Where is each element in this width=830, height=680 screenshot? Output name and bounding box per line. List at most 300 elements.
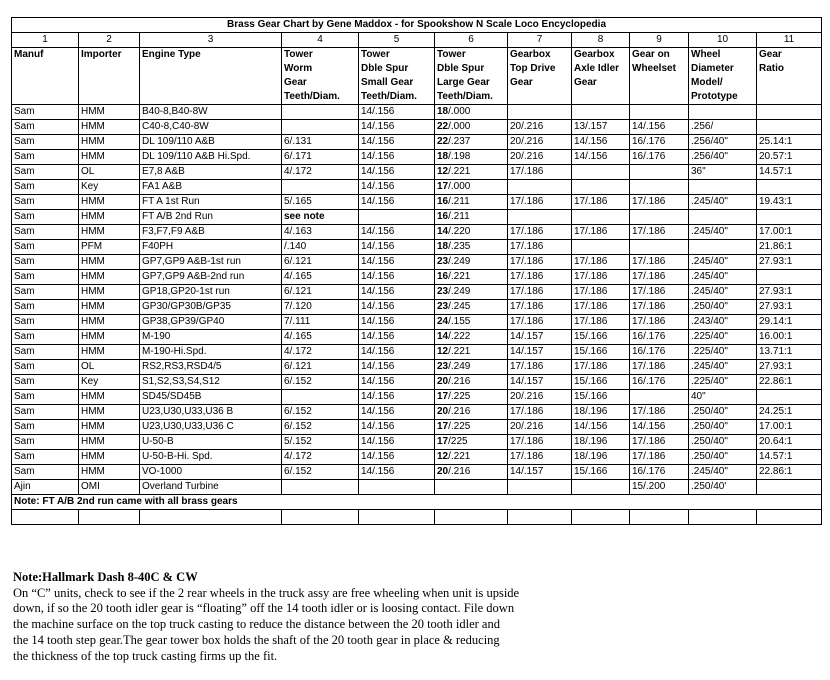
table-cell: Sam: [12, 255, 79, 270]
table-cell: .245/40": [689, 255, 757, 270]
table-cell: 14/.156: [359, 150, 435, 165]
table-cell: 17/.186: [572, 255, 630, 270]
table-cell: 19.43:1: [757, 195, 822, 210]
table-cell: 17/.186: [630, 255, 689, 270]
table-row: [12, 120, 822, 135]
header-cell: Wheel: [689, 48, 757, 63]
header-cell: Tower: [359, 48, 435, 63]
table-cell: .225/40": [689, 330, 757, 345]
diameter: /.249: [448, 286, 471, 297]
diameter: /.221: [448, 451, 471, 462]
table-cell: 40": [689, 390, 757, 405]
empty-cell: [630, 510, 689, 525]
diameter: /.216: [448, 376, 471, 387]
column-number: 3: [140, 33, 282, 48]
table-cell: Sam: [12, 135, 79, 150]
diameter: /.155: [448, 316, 471, 327]
table-cell: [435, 450, 508, 465]
table-cell: 5/.165: [282, 195, 359, 210]
table-cell: 17/.186: [630, 225, 689, 240]
table-cell: 17/.186: [630, 285, 689, 300]
table-cell: 17/.186: [508, 165, 572, 180]
table-cell: [630, 390, 689, 405]
tooth-count: 17: [437, 421, 449, 432]
header-cell: [140, 62, 282, 76]
table-cell: Sam: [12, 285, 79, 300]
table-cell: M-190-Hi.Spd.: [140, 345, 282, 360]
diameter: /.221: [448, 271, 471, 282]
table-cell: HMM: [79, 390, 140, 405]
table-cell: Sam: [12, 105, 79, 120]
table-cell: 6/.131: [282, 135, 359, 150]
header-cell: Gear: [508, 76, 572, 90]
diameter: /.000: [448, 121, 471, 132]
table-cell: Ajin: [12, 480, 79, 495]
diameter: /.221: [448, 166, 471, 177]
diameter: /.225: [448, 421, 471, 432]
table-cell: HMM: [79, 405, 140, 420]
table-cell: Key: [79, 375, 140, 390]
table-cell: GP30/GP30B/GP35: [140, 300, 282, 315]
table-cell: Sam: [12, 450, 79, 465]
header-cell: Ratio: [757, 62, 822, 76]
note-body: [13, 586, 573, 665]
table-row: [12, 210, 822, 225]
table-cell: 14/.156: [359, 105, 435, 120]
table-cell: 20.64:1: [757, 435, 822, 450]
table-cell: Sam: [12, 225, 79, 240]
table-cell: DL 109/110 A&B: [140, 135, 282, 150]
table-cell: PFM: [79, 240, 140, 255]
table-cell: [508, 480, 572, 495]
table-cell: 16.00:1: [757, 330, 822, 345]
table-cell: [435, 225, 508, 240]
table-cell: 17/.186: [630, 270, 689, 285]
table-cell: [630, 165, 689, 180]
tooth-count: 17: [437, 181, 449, 192]
table-cell: 14/.156: [359, 165, 435, 180]
table-row: [12, 300, 822, 315]
table-cell: 14/.156: [359, 375, 435, 390]
header-cell: [79, 62, 140, 76]
table-cell: /.140: [282, 240, 359, 255]
header-cell: [140, 90, 282, 105]
header-cell: [630, 76, 689, 90]
tooth-count: 20: [437, 376, 449, 387]
table-cell: .250/40": [689, 435, 757, 450]
table-cell: Sam: [12, 465, 79, 480]
table-cell: .245/40": [689, 465, 757, 480]
header-cell: Manuf: [12, 48, 79, 63]
table-row: [12, 135, 822, 150]
table-cell: HMM: [79, 135, 140, 150]
table-cell: 17/.186: [508, 315, 572, 330]
table-row: [12, 105, 822, 120]
table-cell: 14/.157: [508, 330, 572, 345]
table-cell: 17/.186: [572, 285, 630, 300]
table-cell: HMM: [79, 210, 140, 225]
note-title: Note:Hallmark Dash 8-40C & CW: [13, 570, 198, 584]
header-cell: [79, 76, 140, 90]
table-cell: 13.71:1: [757, 345, 822, 360]
table-cell: U-50-B-Hi. Spd.: [140, 450, 282, 465]
table-cell: [435, 120, 508, 135]
table-cell: GP18,GP20-1st run: [140, 285, 282, 300]
empty-cell: [282, 510, 359, 525]
table-cell: 36": [689, 165, 757, 180]
table-cell: Sam: [12, 315, 79, 330]
table-cell: .243/40": [689, 315, 757, 330]
table-cell: HMM: [79, 255, 140, 270]
diameter: /225: [448, 436, 468, 447]
table-cell: 16/.176: [630, 375, 689, 390]
table-cell: 17/.186: [572, 360, 630, 375]
tooth-count: 23: [437, 361, 449, 372]
table-cell: FT A 1st Run: [140, 195, 282, 210]
table-cell: [757, 120, 822, 135]
diameter: /.000: [448, 106, 471, 117]
table-cell: 16/.176: [630, 465, 689, 480]
table-cell: [757, 270, 822, 285]
table-row: [12, 390, 822, 405]
table-cell: [282, 390, 359, 405]
table-cell: 29.14:1: [757, 315, 822, 330]
header-cell: [757, 90, 822, 105]
table-cell: 17/.186: [508, 270, 572, 285]
table-note: Note: FT A/B 2nd run came with all brass gears: [12, 495, 822, 510]
table-cell: [435, 420, 508, 435]
table-cell: Sam: [12, 405, 79, 420]
table-cell: 6/.121: [282, 285, 359, 300]
table-cell: .250/40": [689, 300, 757, 315]
table-cell: 14/.156: [359, 285, 435, 300]
table-cell: 17/.186: [572, 315, 630, 330]
table-cell: 17/.186: [572, 300, 630, 315]
table-cell: 14/.156: [359, 360, 435, 375]
tooth-count: 16: [437, 196, 449, 207]
header-cell: Top Drive: [508, 62, 572, 76]
table-row: [12, 255, 822, 270]
header-cell: [12, 76, 79, 90]
header-cell: Engine Type: [140, 48, 282, 63]
table-cell: 6/.152: [282, 465, 359, 480]
table-cell: 17/.186: [508, 240, 572, 255]
diameter: /.225: [448, 391, 471, 402]
table-cell: HMM: [79, 450, 140, 465]
header-cell: Gear: [282, 76, 359, 90]
table-cell: [757, 390, 822, 405]
table-cell: Sam: [12, 435, 79, 450]
table-cell: 14/.156: [630, 120, 689, 135]
table-cell: Sam: [12, 165, 79, 180]
table-cell: [689, 105, 757, 120]
table-cell: 14/.156: [359, 255, 435, 270]
header-cell: [12, 62, 79, 76]
table-cell: Sam: [12, 240, 79, 255]
table-cell: HMM: [79, 120, 140, 135]
table-cell: 14/.156: [359, 465, 435, 480]
table-cell: [508, 105, 572, 120]
table-cell: U-50-B: [140, 435, 282, 450]
table-cell: 20/.216: [508, 120, 572, 135]
header-cell: Small Gear: [359, 76, 435, 90]
table-cell: 15/.166: [572, 390, 630, 405]
table-cell: Sam: [12, 360, 79, 375]
diameter: /.216: [448, 466, 471, 477]
table-cell: [435, 375, 508, 390]
column-number: 11: [757, 33, 822, 48]
table-cell: 6/.152: [282, 405, 359, 420]
table-cell: .245/40": [689, 195, 757, 210]
table-cell: 4/.165: [282, 330, 359, 345]
table-cell: B40-8,B40-8W: [140, 105, 282, 120]
header-cell: [572, 90, 630, 105]
brass-gear-table: [11, 17, 822, 525]
table-cell: OMI: [79, 480, 140, 495]
table-cell: E7,8 A&B: [140, 165, 282, 180]
header-cell: [757, 76, 822, 90]
table-cell: HMM: [79, 270, 140, 285]
table-cell: Sam: [12, 300, 79, 315]
table-cell: [435, 360, 508, 375]
table-cell: 14/.156: [359, 315, 435, 330]
table-cell: [435, 480, 508, 495]
table-cell: Overland Turbine: [140, 480, 282, 495]
table-cell: [435, 150, 508, 165]
empty-cell: [140, 510, 282, 525]
table-cell: 22.86:1: [757, 465, 822, 480]
empty-cell: [508, 510, 572, 525]
table-cell: 18/.196: [572, 450, 630, 465]
diameter: /.216: [448, 406, 471, 417]
table-cell: 27.93:1: [757, 360, 822, 375]
note-line: the 14 tooth step gear.The gear tower box holds the shaft of the 20 tooth gear in place & reducing: [13, 632, 500, 647]
diameter: /.198: [448, 151, 471, 162]
table-cell: 27.93:1: [757, 285, 822, 300]
table-cell: [630, 240, 689, 255]
table-row: [12, 405, 822, 420]
table-cell: GP7,GP9 A&B-1st run: [140, 255, 282, 270]
table-row: [12, 480, 822, 495]
table-cell: 17/.186: [572, 195, 630, 210]
table-cell: 15/.166: [572, 465, 630, 480]
diameter: /.237: [448, 136, 471, 147]
table-cell: [572, 240, 630, 255]
table-cell: [435, 180, 508, 195]
table-cell: Sam: [12, 210, 79, 225]
table-row: [12, 375, 822, 390]
table-cell: 17/.186: [572, 270, 630, 285]
header-cell: Gearbox: [508, 48, 572, 63]
table-cell: 17/.186: [508, 360, 572, 375]
note-line: the thickness of the top truck casting firms up the fit.: [13, 648, 278, 663]
table-cell: 25.14:1: [757, 135, 822, 150]
table-cell: 14/.156: [359, 180, 435, 195]
tooth-count: 22: [437, 136, 449, 147]
header-cell: Model/: [689, 76, 757, 90]
table-row: [12, 420, 822, 435]
table-cell: 14.57:1: [757, 165, 822, 180]
table-cell: 20.57:1: [757, 150, 822, 165]
table-cell: 14/.156: [359, 345, 435, 360]
tooth-count: 16: [437, 271, 449, 282]
table-cell: Sam: [12, 330, 79, 345]
table-cell: HMM: [79, 435, 140, 450]
table-cell: [359, 210, 435, 225]
table-cell: 16/.176: [630, 135, 689, 150]
table-cell: 15/.166: [572, 375, 630, 390]
table-cell: 17/.186: [630, 450, 689, 465]
table-cell: Sam: [12, 180, 79, 195]
empty-cell: [359, 510, 435, 525]
tooth-count: 20: [437, 406, 449, 417]
column-number: 4: [282, 33, 359, 48]
table-cell: [435, 270, 508, 285]
table-cell: 14/.156: [359, 195, 435, 210]
table-cell: .245/40": [689, 360, 757, 375]
table-cell: [435, 330, 508, 345]
note-line: On “C” units, check to see if the 2 rear wheels in the truck assy are free wheeling when unit is upside: [13, 585, 520, 600]
table-cell: [435, 345, 508, 360]
tooth-count: 20: [437, 466, 449, 477]
table-cell: .250/40": [689, 450, 757, 465]
table-cell: [435, 240, 508, 255]
table-cell: .245/40": [689, 270, 757, 285]
tooth-count: 18: [437, 151, 449, 162]
table-cell: 6/.152: [282, 375, 359, 390]
table-cell: F40PH: [140, 240, 282, 255]
table-cell: HMM: [79, 315, 140, 330]
table-cell: [435, 435, 508, 450]
header-cell: Gear: [757, 48, 822, 63]
table-cell: 14/.156: [359, 120, 435, 135]
empty-row: [12, 510, 822, 525]
table-row: [12, 225, 822, 240]
empty-cell: [79, 510, 140, 525]
table-cell: [435, 195, 508, 210]
table-cell: 14/.156: [359, 330, 435, 345]
table-cell: [282, 105, 359, 120]
table-row: [12, 180, 822, 195]
table-cell: 14/.156: [359, 420, 435, 435]
tooth-count: 17: [437, 391, 449, 402]
table-cell: 6/.121: [282, 360, 359, 375]
empty-cell: [572, 510, 630, 525]
table-row: [12, 195, 822, 210]
header-cell: Wheelset: [630, 62, 689, 76]
table-cell: 27.93:1: [757, 300, 822, 315]
table-cell: [435, 390, 508, 405]
diameter: /.235: [448, 241, 471, 252]
table-cell: 14/.157: [508, 375, 572, 390]
header-cell: Axle Idler: [572, 62, 630, 76]
table-row: [12, 360, 822, 375]
table-cell: .250/40': [689, 480, 757, 495]
header-cell: Worm: [282, 62, 359, 76]
table-cell: HMM: [79, 300, 140, 315]
diameter: /.249: [448, 256, 471, 267]
table-cell: 27.93:1: [757, 255, 822, 270]
table-cell: 5/.152: [282, 435, 359, 450]
table-cell: [508, 180, 572, 195]
table-cell: [572, 105, 630, 120]
table-cell: HMM: [79, 420, 140, 435]
column-number: 1: [12, 33, 79, 48]
table-row: [12, 330, 822, 345]
tooth-count: 23: [437, 301, 449, 312]
table-cell: FT A/B 2nd Run: [140, 210, 282, 225]
table-cell: 16/.176: [630, 330, 689, 345]
header-row: [12, 90, 822, 105]
header-cell: [630, 90, 689, 105]
table-row: [12, 270, 822, 285]
table-cell: 14/.156: [630, 420, 689, 435]
header-cell: [508, 90, 572, 105]
table-cell: 17/.186: [508, 225, 572, 240]
table-cell: Sam: [12, 420, 79, 435]
note-line: the machine surface on the top truck casting to reduce the distance between the 20 tooth idler and: [13, 617, 500, 632]
table-cell: [689, 240, 757, 255]
tooth-count: 12: [437, 166, 449, 177]
header-row: [12, 48, 822, 63]
table-cell: 14/.156: [359, 390, 435, 405]
table-cell: 14/.157: [508, 465, 572, 480]
table-cell: [757, 480, 822, 495]
table-cell: 4/.172: [282, 450, 359, 465]
table-cell: .250/40": [689, 420, 757, 435]
table-cell: 4/.165: [282, 270, 359, 285]
table-cell: 22.86:1: [757, 375, 822, 390]
tooth-count: 24: [437, 316, 449, 327]
table-cell: [508, 210, 572, 225]
table-cell: 4/.172: [282, 165, 359, 180]
table-cell: 17/.186: [630, 360, 689, 375]
table-cell: 17/.186: [630, 315, 689, 330]
column-number: 10: [689, 33, 757, 48]
tooth-count: 12: [437, 346, 449, 357]
table-cell: 6/.171: [282, 150, 359, 165]
column-number-row: [12, 33, 822, 48]
hallmark-note: [13, 570, 573, 664]
column-number: 8: [572, 33, 630, 48]
table-cell: .250/40": [689, 405, 757, 420]
header-cell: Gearbox: [572, 48, 630, 63]
table-cell: OL: [79, 360, 140, 375]
diameter: /.211: [448, 196, 470, 207]
table-cell: RS2,RS3,RSD4/5: [140, 360, 282, 375]
table-cell: 13/.157: [572, 120, 630, 135]
table-cell: [757, 105, 822, 120]
table-cell: [630, 210, 689, 225]
table-cell: [435, 105, 508, 120]
table-cell: Sam: [12, 270, 79, 285]
tooth-count: 17: [437, 436, 449, 447]
title-row: [12, 18, 822, 33]
table-cell: 18/.196: [572, 405, 630, 420]
table-cell: 7/.120: [282, 300, 359, 315]
table-cell: Sam: [12, 120, 79, 135]
empty-cell: [435, 510, 508, 525]
diameter: /.221: [448, 346, 471, 357]
table-cell: [435, 165, 508, 180]
table-cell: 15/.166: [572, 345, 630, 360]
empty-cell: [689, 510, 757, 525]
table-cell: 20/.216: [508, 420, 572, 435]
table-cell: M-190: [140, 330, 282, 345]
table-cell: [757, 180, 822, 195]
column-number: 6: [435, 33, 508, 48]
table-cell: Key: [79, 180, 140, 195]
